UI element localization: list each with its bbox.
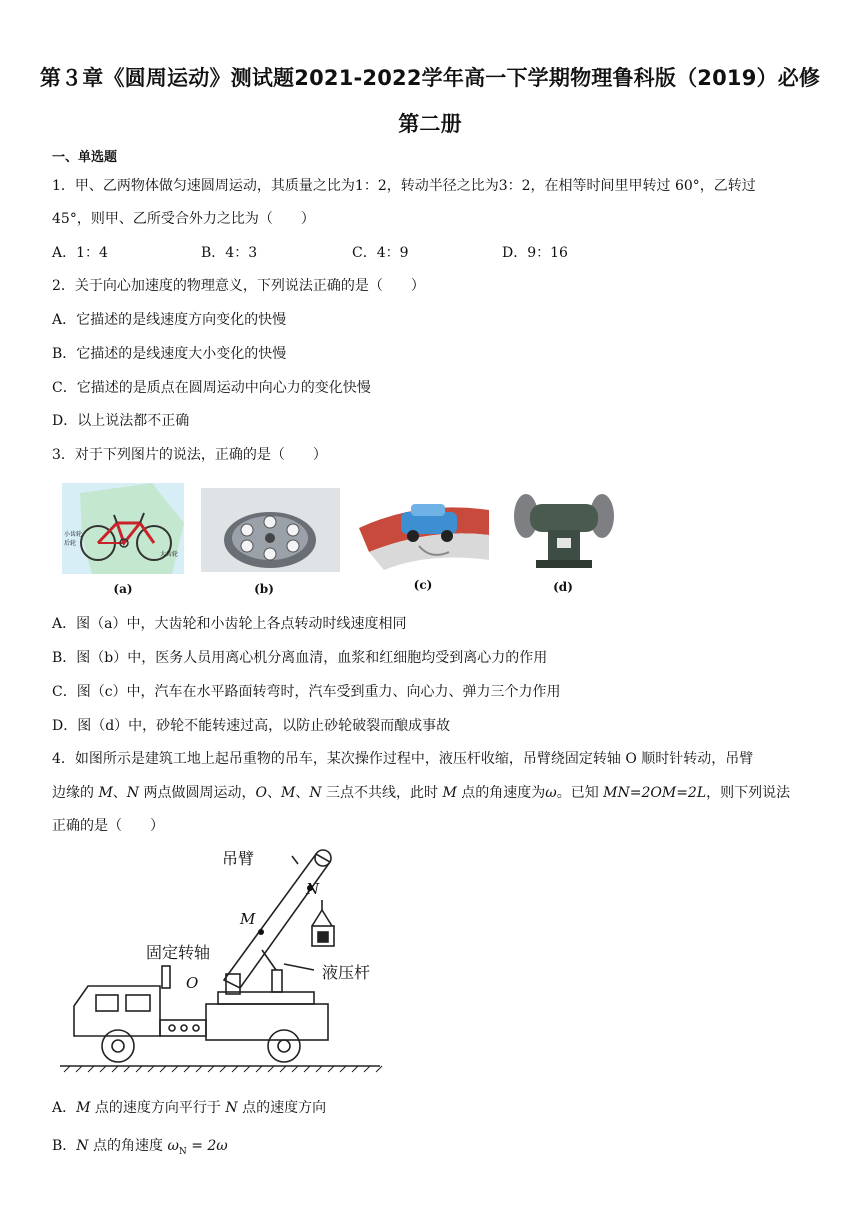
doc-title-line2: 第二册 <box>398 112 462 136</box>
figure-b-centrifuge <box>201 488 340 572</box>
bike-label-rear-wheel: 后轮 <box>64 540 77 547</box>
figure-a-bicycle <box>62 483 184 574</box>
section-heading: 一、单选题 <box>52 150 118 165</box>
q1-stem-line1: 1．甲、乙两物体做匀速圆周运动，其质量之比为1：2，转动半径之比为3：2，在相等时间里甲转过 60°，乙转过 <box>52 178 756 194</box>
figure-d-caption: (d) <box>553 580 573 594</box>
q4-stem-line1: 4．如图所示是建筑工地上起吊重物的吊车，某次操作过程中，液压杆收缩，吊臂绕固定转轴 O 顺时针转动，吊臂 <box>52 751 754 767</box>
q1-option-c: C．4：9 <box>352 245 409 261</box>
figure-b-caption: (b) <box>254 582 274 596</box>
q1-option-b: B．4：3 <box>201 245 258 261</box>
figure-a-caption: (a) <box>113 582 133 596</box>
q2-stem: 2．关于向心加速度的物理意义，下列说法正确的是（ ） <box>52 278 425 294</box>
q4-option-a: A．M 点的速度方向平行于 N 点的速度方向 <box>52 1100 327 1116</box>
figure-d-grinder <box>508 486 620 572</box>
doc-title-line1: 第３章《圆周运动》测试题2021-2022学年高一下学期物理鲁科版（2019）必修 <box>39 66 821 90</box>
crane-label-arm: 吊臂 <box>222 849 255 868</box>
q3-option-a: A．图（a）中，大齿轮和小齿轮上各点转动时线速度相同 <box>52 616 407 632</box>
figure-crane <box>56 840 396 1078</box>
q2-option-a: A．它描述的是线速度方向变化的快慢 <box>52 312 287 328</box>
crane-label-m: M <box>240 910 256 928</box>
q3-option-c: C．图（c）中，汽车在水平路面转弯时，汽车受到重力、向心力、弹力三个力作用 <box>52 684 561 700</box>
crane-label-rod: 液压杆 <box>322 963 371 982</box>
q2-option-d: D．以上说法都不正确 <box>52 413 190 429</box>
q1-option-a: A．1：4 <box>52 245 108 261</box>
q2-option-c: C．它描述的是质点在圆周运动中向心力的变化快慢 <box>52 380 371 396</box>
q3-option-b: B．图（b）中，医务人员用离心机分离血清，血浆和红细胞均受到离心力的作用 <box>52 650 548 666</box>
q1-stem-line2: 45°，则甲、乙所受合外力之比为（ ） <box>52 211 315 227</box>
figure-c-car <box>359 490 489 570</box>
bike-label-small-gear: 小齿轮 <box>64 531 83 538</box>
bike-label-big-gear: 大齿轮 <box>160 551 179 558</box>
q2-option-b: B．它描述的是线速度大小变化的快慢 <box>52 346 287 362</box>
q3-option-d: D．图（d）中，砂轮不能转速过高，以防止砂轮破裂而酿成事故 <box>52 718 451 734</box>
figure-c-caption: (c) <box>413 578 433 592</box>
q4-stem-line2: 边缘的 M、N 两点做圆周运动，O、M、N 三点不共线，此时 M 点的角速度为ω。已知 MN=2OM=2L，则下列说法 <box>52 785 791 801</box>
q4-option-b: B．N 点的角速度 $\omega_N = 2\omega$ <box>52 1138 228 1157</box>
crane-label-o: O <box>186 974 199 992</box>
q1-option-d: D．9：16 <box>502 245 568 261</box>
crane-label-n: N <box>306 880 320 898</box>
crane-label-axis: 固定转轴 <box>146 943 211 962</box>
q4-stem-line3: 正确的是（ ） <box>52 818 164 834</box>
q3-stem: 3．对于下列图片的说法，正确的是（ ） <box>52 447 327 463</box>
